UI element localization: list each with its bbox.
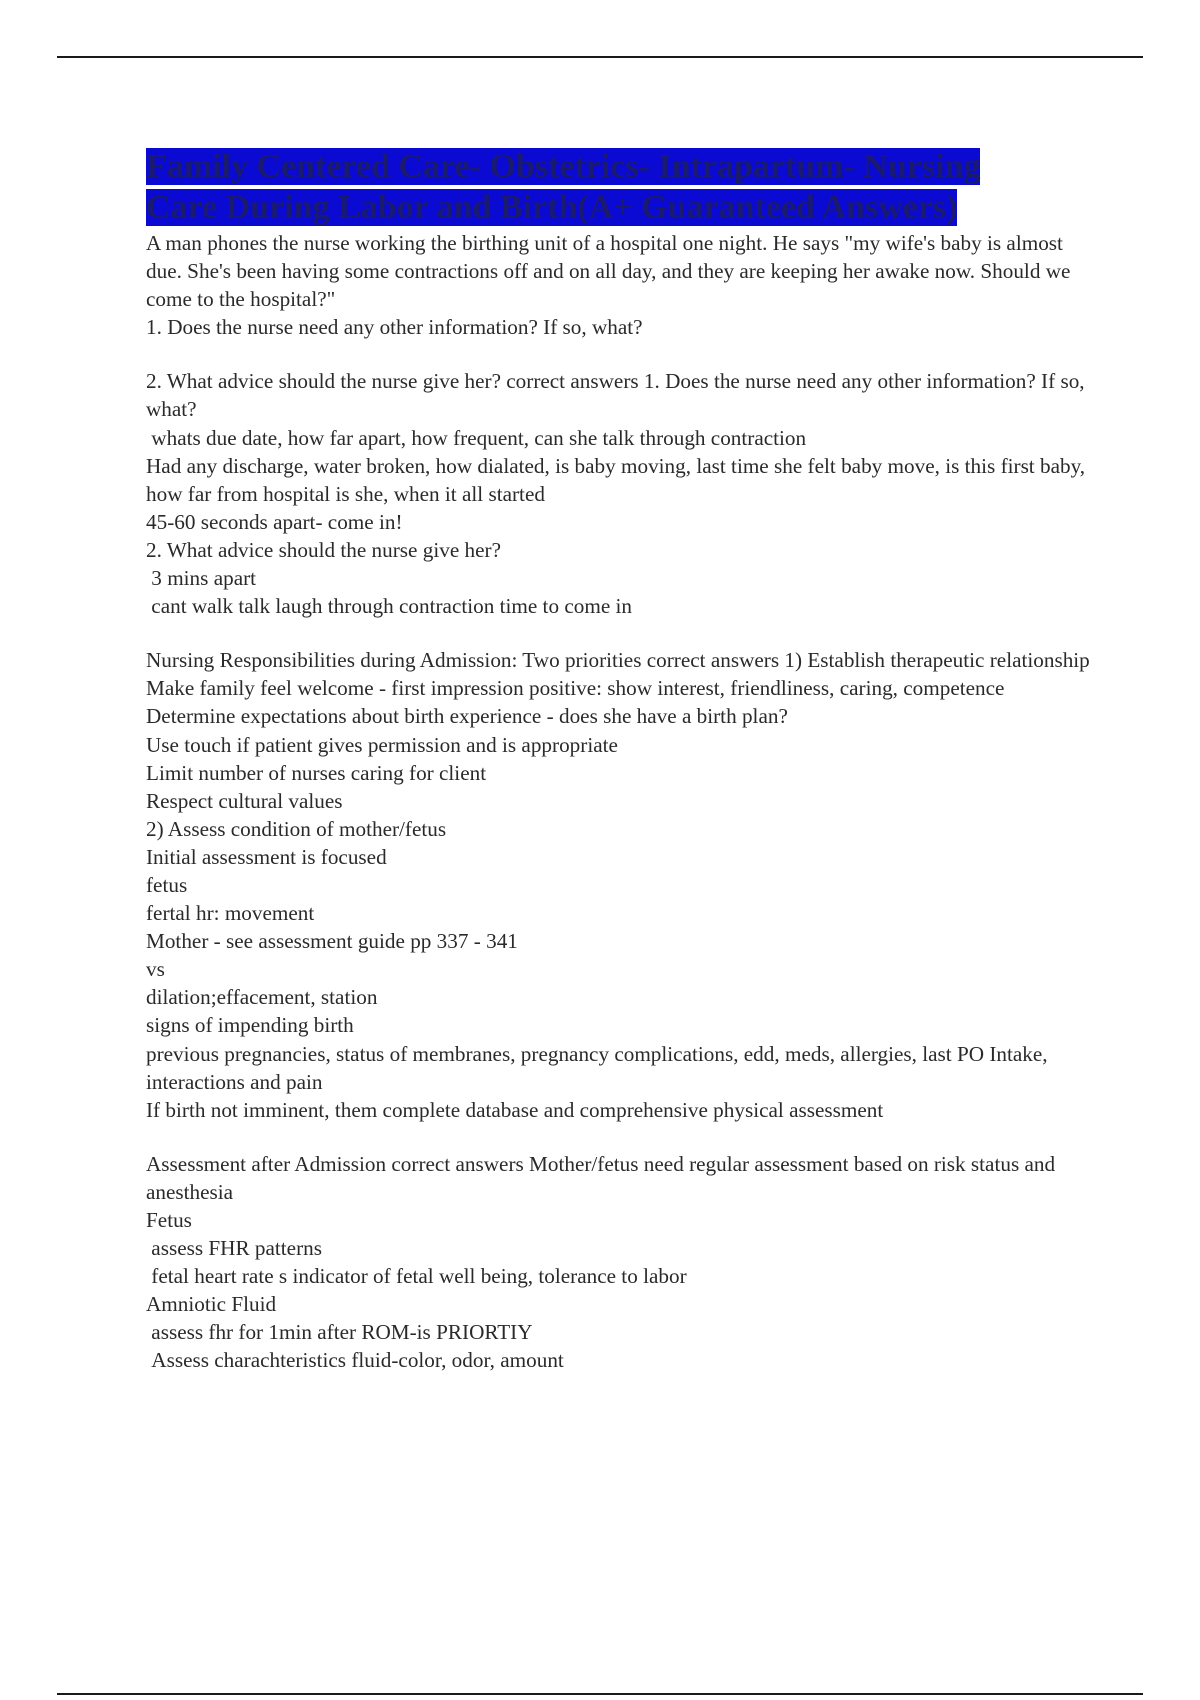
text-line: Assess charachteristics fluid-color, odor, amount	[146, 1348, 564, 1373]
text-line: fertal hr: movement	[146, 901, 315, 926]
document-title: Family Centered Care- Obstetrics- Intrapartum- Nursing Care During Labor and Birth(A+ Guaranteed Answers)	[146, 148, 981, 226]
text-line: dilation;effacement, station	[146, 985, 378, 1010]
text-line: fetus	[146, 872, 188, 897]
document-text	[146, 229, 1096, 1375]
text-line: 1. Does the nurse need any other information? If so, what?	[146, 315, 643, 340]
text-line: Fetus	[146, 1208, 192, 1232]
text-line: Nursing Responsibilities during Admission: Two priorities correct answers 1) Establish therapeutic relationship	[146, 648, 1090, 673]
text-line: 2. What advice should the nurse give her? correct answers 1. Does the nurse need any other information? If so, what?	[146, 369, 1090, 422]
text-line: 45-60 seconds apart- come in!	[146, 509, 403, 534]
text-line: assess fhr for 1min after ROM-is PRIORTIY	[146, 1320, 533, 1345]
text-line: Determine expectations about birth experience - does she have a birth plan?	[146, 704, 788, 729]
text-line: 2. What advice should the nurse give her?	[146, 537, 501, 562]
text-line: A man phones the nurse working the birthing unit of a hospital one night. He says "my wife's baby is almost due. She's been having some contractions off and on all day, and they are keeping her awake now. Should we come to the hospital?"	[146, 231, 1076, 312]
paragraph-gap	[146, 620, 1096, 646]
header-rule	[57, 56, 1143, 58]
text-line: cant walk talk laugh through contraction time to come in	[146, 594, 632, 619]
text-line: assess FHR patterns	[146, 1236, 322, 1261]
document-body	[146, 146, 1096, 1375]
text-line: Respect cultural values	[146, 788, 343, 813]
text-line: Amniotic Fluid	[146, 1292, 277, 1317]
footer-rule	[57, 1693, 1143, 1695]
paragraph-gap	[146, 1124, 1096, 1150]
text-line: Had any discharge, water broken, how dialated, is baby moving, last time she felt baby move, is this first baby, how far from hospital is she, when it all started	[146, 453, 1091, 506]
title-block	[146, 146, 1046, 228]
text-line: signs of impending birth	[146, 1013, 354, 1038]
text-line: Use touch if patient gives permission and is appropriate	[146, 732, 618, 757]
text-line: 2) Assess condition of mother/fetus	[146, 816, 447, 841]
paragraph-gap	[146, 341, 1096, 367]
text-line: If birth not imminent, them complete database and comprehensive physical assessment	[146, 1097, 884, 1122]
text-line: whats due date, how far apart, how frequent, can she talk through contraction	[146, 425, 807, 450]
text-line: Limit number of nurses caring for client	[146, 760, 487, 785]
text-line: vs	[146, 957, 165, 982]
text-line: Make family feel welcome - first impression positive: show interest, friendliness, caring, competence	[146, 676, 1005, 701]
text-line: 3 mins apart	[146, 566, 257, 591]
text-line: Mother - see assessment guide pp 337 - 341	[146, 929, 518, 954]
text-line: Initial assessment is focused	[146, 844, 387, 869]
text-line: Assessment after Admission correct answers Mother/fetus need regular assessment based on risk status and anesthesia	[146, 1151, 1061, 1204]
text-line: fetal heart rate s indicator of fetal well being, tolerance to labor	[146, 1264, 687, 1289]
text-line: previous pregnancies, status of membranes, pregnancy complications, edd, meds, allergies, last PO Intake, interactions and pain	[146, 1041, 1053, 1094]
